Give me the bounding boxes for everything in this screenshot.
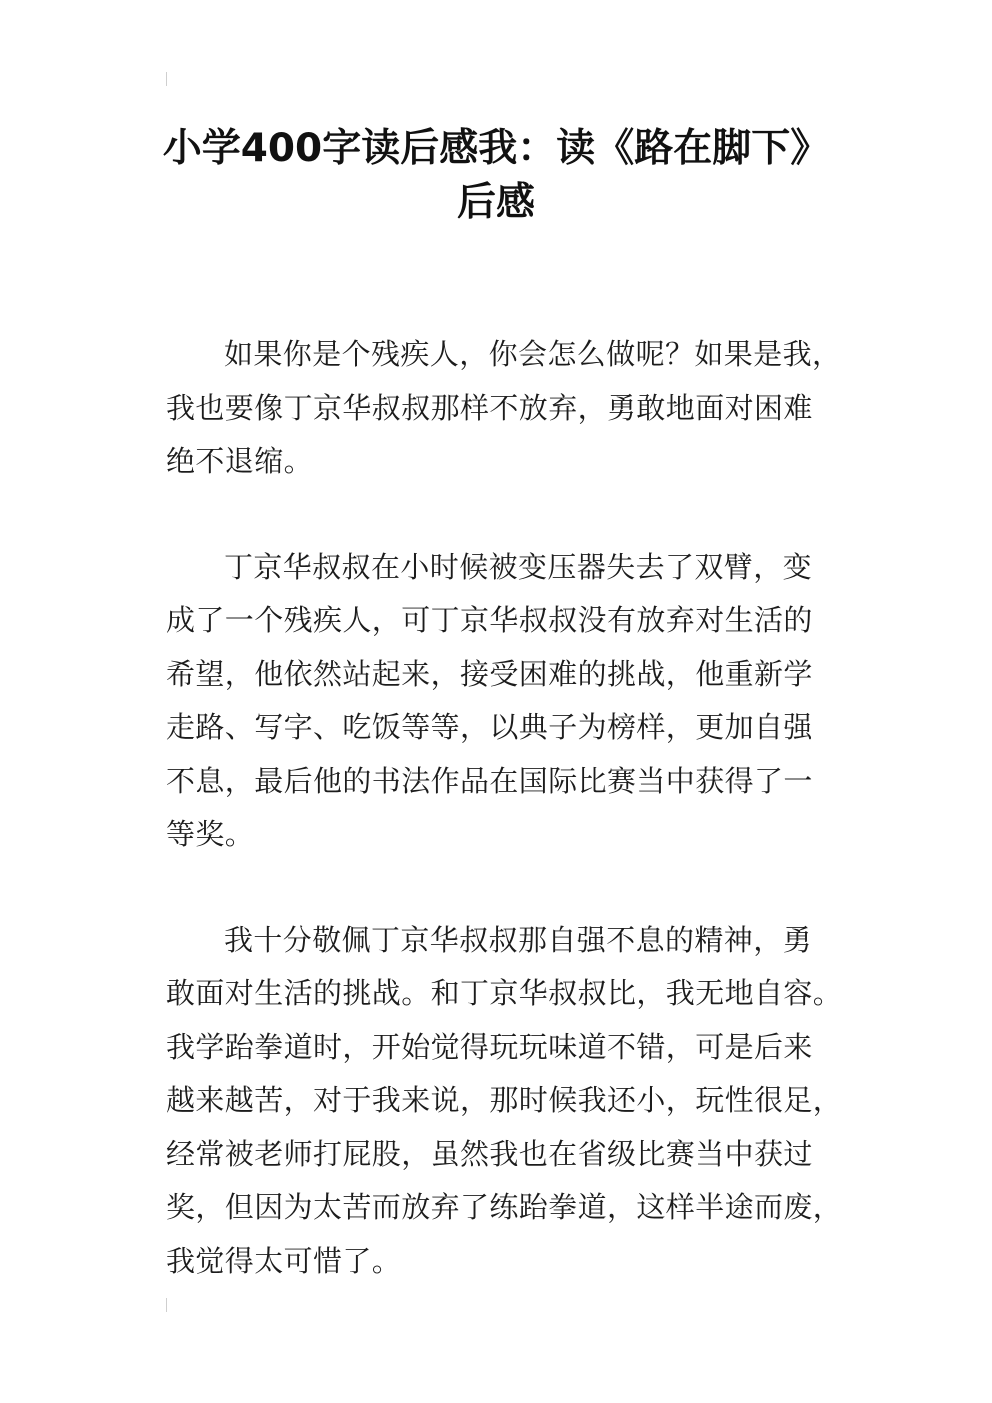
text-line: 我觉得太可惜了。: [166, 1243, 402, 1278]
title-line: 后感: [456, 180, 535, 225]
text-line: 丁京华叔叔在小时候被变压器失去了双臂，变: [224, 549, 813, 584]
paragraph-1: [166, 328, 842, 489]
text-line: 经常被老师打屁股，虽然我也在省级比赛当中获过: [166, 1136, 813, 1171]
text-line: 我十分敬佩丁京华叔叔那自强不息的精神，勇: [224, 922, 813, 957]
text-line: 等奖。: [166, 817, 255, 851]
document-body: [166, 328, 843, 1340]
title-line: 小学400字读后感我：读《路在脚下》: [162, 126, 830, 171]
text-line: 不息，最后他的书法作品在国际比赛当中获得了一: [166, 763, 813, 798]
paragraph-2: [166, 541, 834, 862]
crop-mark-top: [166, 72, 167, 86]
text-line: 越来越苦，对于我来说，那时候我还小，玩性很足，: [166, 1083, 843, 1117]
text-line: 走路、写字、吃饭等等，以典子为榜样，更加自强: [166, 710, 813, 744]
document-title: [150, 122, 842, 230]
text-line: 我也要像丁京华叔叔那样不放弃，勇敢地面对困难: [166, 390, 813, 425]
paragraph-3: [166, 914, 843, 1289]
text-line: 成了一个残疾人，可丁京华叔叔没有放弃对生活的: [166, 603, 813, 637]
crop-mark-bottom: [166, 1298, 167, 1312]
text-line: 奖，但因为太苦而放弃了练跆拳道，这样半途而废，: [166, 1190, 843, 1224]
text-line: 如果你是个残疾人，你会怎么做呢？如果是我，: [224, 337, 842, 371]
text-line: 我学跆拳道时，开始觉得玩玩味道不错，可是后来: [166, 1029, 813, 1064]
text-line: 绝不退缩。: [166, 444, 314, 478]
text-line: 希望，他依然站起来，接受困难的挑战，他重新学: [166, 656, 813, 691]
text-line: 敢面对生活的挑战。和丁京华叔叔比，我无地自容。: [166, 976, 843, 1010]
